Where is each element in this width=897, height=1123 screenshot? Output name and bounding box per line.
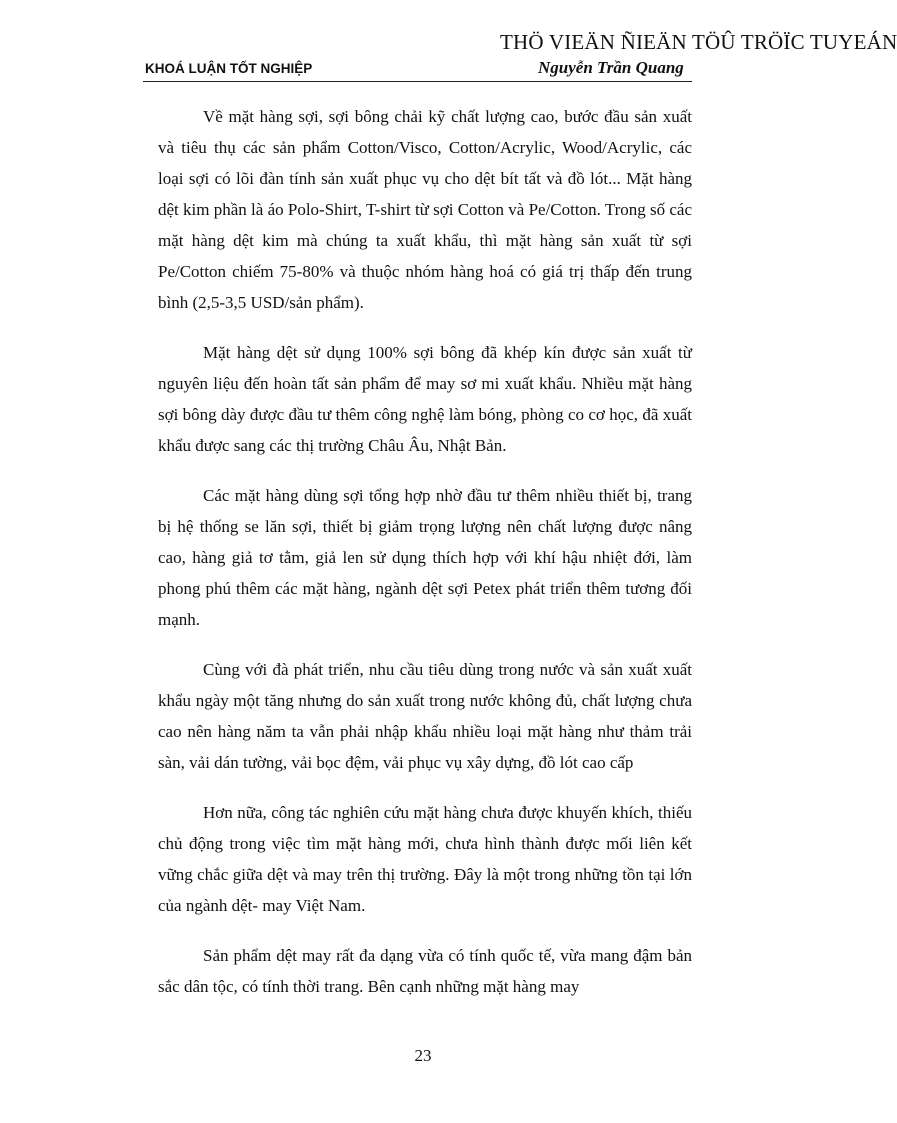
header-divider [143,81,692,82]
page-number: 23 [414,1046,432,1065]
paragraph: Mặt hàng dệt sử dụng 100% sợi bông đã khép kín được sản xuất từ nguyên liệu đến hoàn tất sản phẩm để may sơ mi xuất khẩu. Nhiều mặt hàng sợi bông dày được đầu tư thêm công nghệ làm bóng, phòng co cơ học, đã xuất khẩu được sang các thị trường Châu Âu, Nhật Bản. [158,343,692,455]
paragraph: Cùng với đà phát triển, nhu cầu tiêu dùng trong nước và sản xuất xuất khẩu ngày một tăng nhưng do sản xuất trong nước không đủ, chất lượng chưa cao nên hàng năm ta vẫn phải nhập khẩu nhiều loại mặt hàng như thảm trải sàn, vải dán tường, vải bọc đệm, vải phục vụ xây dựng, đồ lót cao cấp [158,660,692,772]
paragraph: Sản phẩm dệt may rất đa dạng vừa có tính quốc tế, vừa mang đậm bản sắc dân tộc, có tính thời trang. Bên cạnh những mặt hàng may [158,946,692,996]
header-title: KHOÁ LUẬN TỐT NGHIỆP [145,61,313,76]
document-body [158,101,692,1021]
header-author: Nguyễn Trần Quang [538,58,684,77]
paragraph: Hơn nữa, công tác nghiên cứu mặt hàng chưa được khuyến khích, thiếu chủ động trong việc tìm mặt hàng mới, chưa hình thành được mối liên kết vững chắc giữa dệt và may trên thị trường. Đây là một trong những tồn tại lớn của ngành dệt- may Việt Nam. [158,803,692,915]
paragraph: Về mặt hàng sợi, sợi bông chải kỹ chất lượng cao, bước đầu sản xuất và tiêu thụ các sản phẩm Cotton/Visco, Cotton/Acrylic, Wood/Acrylic, các loại sợi có lõi đàn tính sản xuất phục vụ cho dệt bít tất và đồ lót... Mặt hàng dệt kim phần là áo Polo-Shirt, T-shirt từ sợi Cotton và Pe/Cotton. Trong số các mặt hàng dệt kim mà chúng ta xuất khẩu, thì mặt hàng sản xuất từ sợi Pe/Cotton chiếm 75-80% và thuộc nhóm hàng hoá có giá trị thấp đến trung bình (2,5-3,5 USD/sản phẩm). [158,107,692,312]
watermark-text: THÖ VIEÄN ÑIEÄN TÖÛ TRÖÏC TUYEÁN [500,30,897,54]
paragraph: Các mặt hàng dùng sợi tổng hợp nhờ đầu tư thêm nhiều thiết bị, trang bị hệ thống se lăn sợi, thiết bị giảm trọng lượng nên chất lượng được nâng cao, hàng giả tơ tằm, giả len sử dụng thích hợp với khí hậu nhiệt đới, làm phong phú thêm các mặt hàng, ngành dệt sợi Petex phát triển thêm tương đối mạnh. [158,486,692,629]
